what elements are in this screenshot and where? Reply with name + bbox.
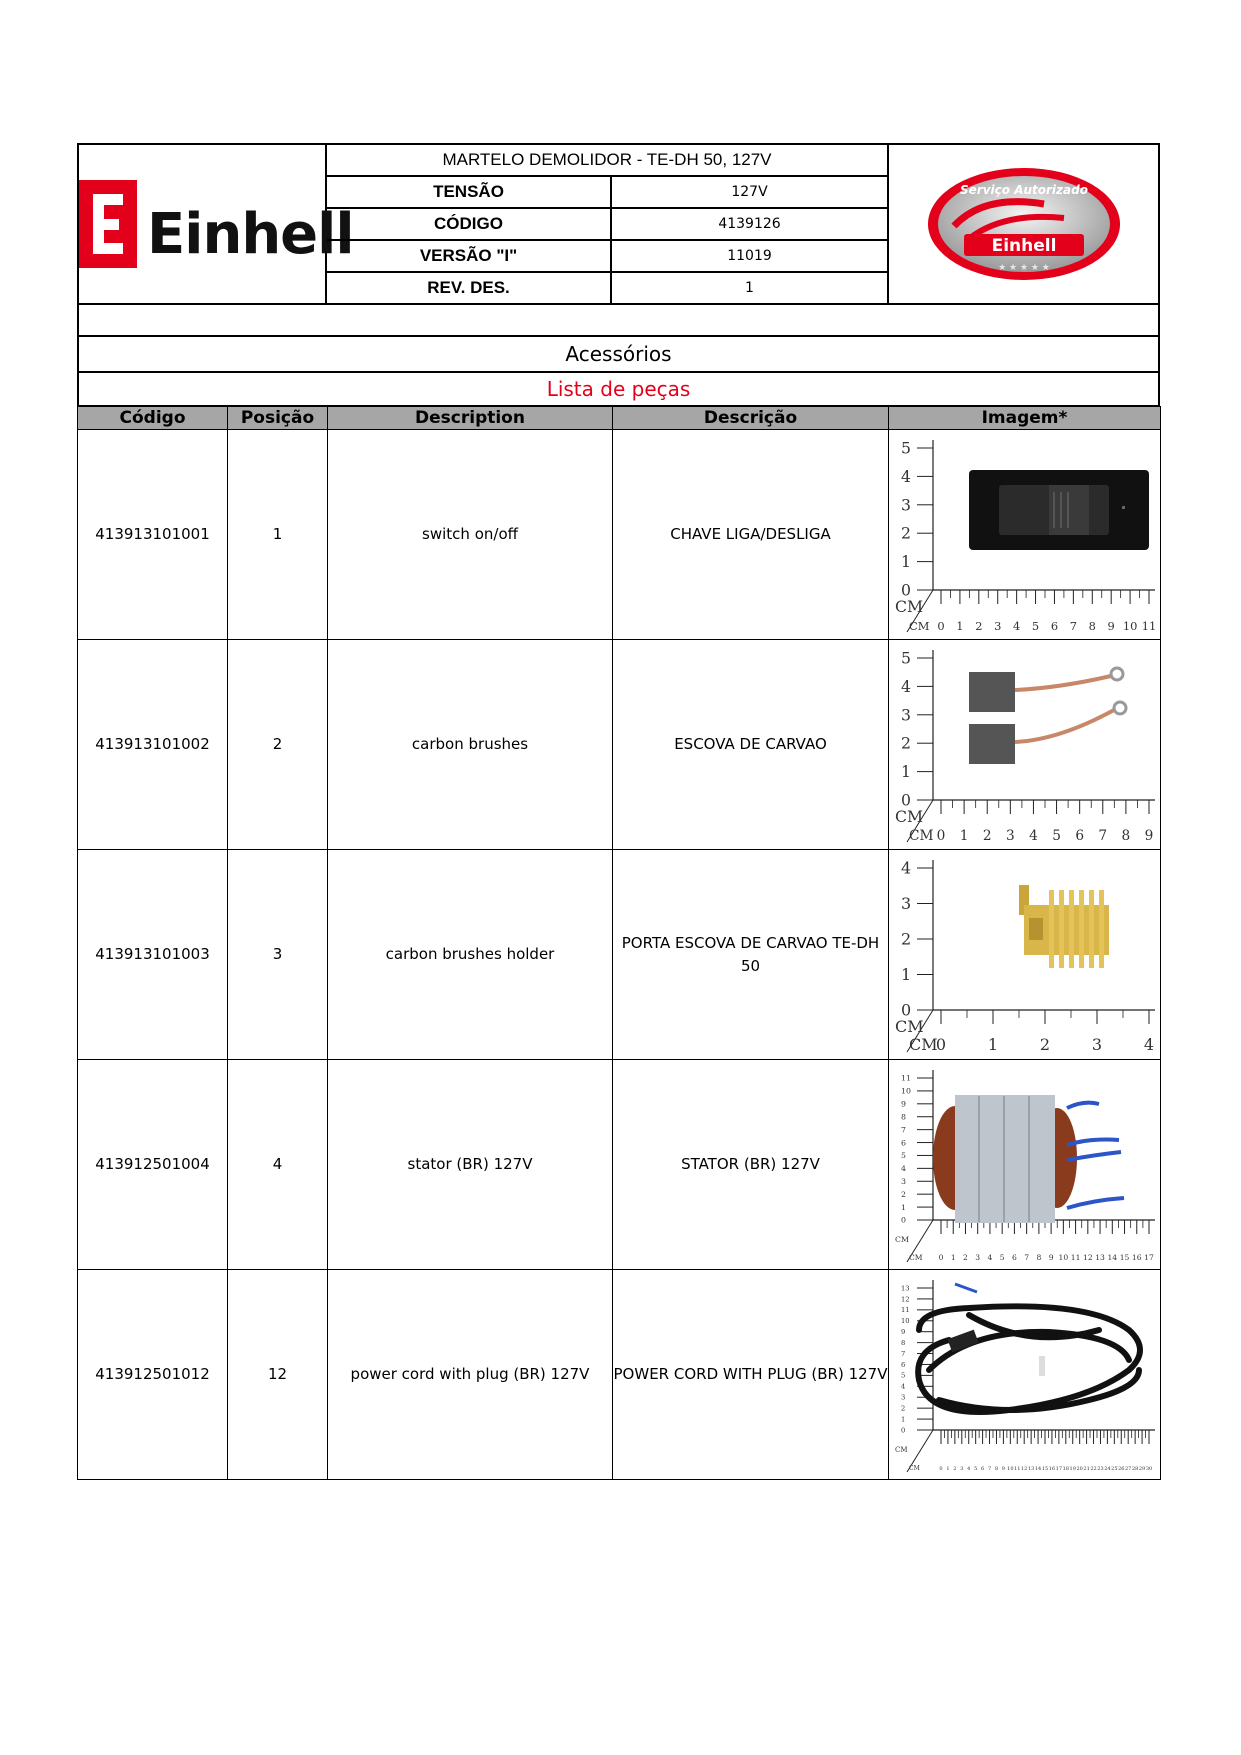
ruler-x-label: 6 — [1075, 828, 1085, 844]
ruler-x-label: 4 — [987, 1253, 993, 1262]
table-row — [78, 640, 1161, 850]
ruler-x-label: 4 — [1143, 1035, 1155, 1054]
ruler-x-label: 1 — [950, 1253, 956, 1262]
ruler-y-label: 0 — [901, 580, 911, 600]
ruler-y-label: 2 — [901, 733, 911, 753]
part-description-en: switch on/off — [328, 430, 613, 640]
column-header-description-en: Description — [328, 407, 613, 430]
ruler-x-label: 18 — [1062, 1466, 1069, 1472]
ruler-x-label: 0 — [938, 1253, 944, 1262]
ruler-x-label: 3 — [960, 1466, 964, 1472]
ruler-x-label: 8 — [1088, 619, 1096, 633]
ruler-x-label: 5 — [999, 1253, 1005, 1262]
header-info — [327, 145, 889, 303]
ruler-x-label: 5 — [1052, 828, 1061, 844]
svg-text:Einhell: Einhell — [991, 236, 1056, 256]
part-position: 4 — [228, 1060, 328, 1270]
brand-logo — [79, 145, 354, 303]
ruler-x-label: 15 — [1119, 1253, 1130, 1262]
stator-photo-icon — [889, 1060, 1161, 1269]
ruler-x-label: 28 — [1131, 1466, 1139, 1472]
table-row — [78, 430, 1161, 640]
document-header — [77, 143, 1160, 305]
ruler-x-label: 10 — [1122, 619, 1138, 633]
ruler-x-label: 8 — [1121, 828, 1131, 844]
table-header-row — [78, 407, 1161, 430]
part-description-pt: POWER CORD WITH PLUG (BR) 127V — [613, 1270, 889, 1480]
part-image-cell — [889, 1270, 1161, 1480]
part-description-pt: PORTA ESCOVA DE CARVAO TE-DH 50 — [613, 850, 889, 1060]
ruler-y-label: 3 — [901, 495, 911, 515]
ruler-y-label: 2 — [901, 1189, 906, 1199]
ruler-x-label: 0 — [937, 619, 945, 633]
ruler-y-label: 2 — [901, 1404, 906, 1413]
document-title: MARTELO DEMOLIDOR - TE-DH 50, 127V — [327, 145, 887, 177]
header-row-versao — [327, 241, 887, 273]
header-label: TENSÃO — [327, 177, 612, 207]
ruler-x-label: 16 — [1048, 1466, 1056, 1472]
ruler-y-label: 13 — [901, 1284, 910, 1293]
header-value: 1 — [745, 280, 754, 296]
ruler-y-label: 9 — [901, 1328, 906, 1337]
ruler-y-label: 0 — [901, 790, 911, 810]
ruler-x-label: 7 — [1024, 1253, 1030, 1262]
ruler-x-label: 1 — [956, 619, 964, 633]
table-row — [78, 850, 1161, 1060]
ruler-y-label: 2 — [901, 523, 911, 543]
ruler-x-label: 9 — [1048, 1253, 1054, 1262]
part-image-cell — [889, 640, 1161, 850]
ruler-x-label: 1 — [987, 1035, 999, 1054]
ruler-x-label: 17 — [1055, 1466, 1063, 1472]
ruler-x-label: 10 — [1007, 1466, 1014, 1472]
ruler-unit-label: CM — [909, 828, 934, 844]
ruler-y-label: 11 — [901, 1073, 911, 1083]
ruler-x-label: 6 — [981, 1466, 985, 1472]
part-description-pt: CHAVE LIGA/DESLIGA — [613, 430, 889, 640]
ruler-unit-label: CM — [909, 1253, 923, 1262]
service-seal-icon — [924, 164, 1124, 284]
ruler-x-label: 16 — [1131, 1253, 1142, 1262]
table-row — [78, 1270, 1161, 1480]
ruler-y-label: 1 — [901, 1202, 906, 1212]
section-title-parts-list: Lista de peças — [77, 373, 1160, 407]
ruler-x-label: 9 — [1107, 619, 1115, 633]
ruler-y-label: 5 — [901, 438, 911, 458]
ruler-y-label: 5 — [901, 1371, 906, 1380]
ruler-x-label: 4 — [967, 1466, 971, 1472]
svg-text:Einhell: Einhell — [147, 202, 354, 267]
ruler-x-label: 9 — [1144, 828, 1154, 844]
part-position: 3 — [228, 850, 328, 1060]
ruler-x-label: 7 — [1098, 828, 1108, 844]
ruler-y-label: 1 — [901, 965, 912, 985]
einhell-logo — [79, 169, 354, 279]
ruler-x-label: 19 — [1069, 1466, 1076, 1472]
ruler-y-label: 4 — [901, 676, 911, 696]
ruler-y-label: 7 — [901, 1125, 906, 1135]
ruler-y-label: 3 — [901, 894, 912, 914]
ruler-x-label: 2 — [982, 828, 992, 844]
ruler-x-label: 10 — [1058, 1253, 1069, 1262]
part-description-en: carbon brushes — [328, 640, 613, 850]
power-cord-photo-icon — [889, 1270, 1161, 1479]
ruler-unit-label: CM — [895, 1235, 910, 1244]
ruler-x-label: 5 — [974, 1466, 978, 1472]
ruler-x-label: 1 — [959, 828, 969, 844]
part-position: 2 — [228, 640, 328, 850]
ruler-x-label: 24 — [1104, 1466, 1111, 1472]
ruler-unit-label: CM — [909, 1035, 938, 1054]
ruler-x-label: 11 — [1014, 1466, 1021, 1472]
ruler-y-label: 7 — [901, 1349, 906, 1358]
ruler-unit-label: CM — [895, 807, 924, 826]
ruler-x-label: 8 — [994, 1466, 999, 1472]
spacer-row — [77, 303, 1160, 337]
ruler-x-label: 13 — [1095, 1253, 1105, 1262]
ruler-unit-label: CM — [895, 1017, 924, 1036]
ruler-y-label: 5 — [901, 648, 911, 668]
part-image-cell — [889, 430, 1161, 640]
ruler-y-label: 12 — [901, 1295, 910, 1304]
ruler-x-label: 8 — [1036, 1253, 1042, 1262]
header-row-rev — [327, 273, 887, 303]
header-row-tensao — [327, 177, 887, 209]
ruler-x-label: 29 — [1138, 1466, 1146, 1472]
ruler-y-label: 6 — [901, 1360, 906, 1369]
table-row — [78, 1060, 1161, 1270]
header-label: VERSÃO "I" — [327, 241, 612, 271]
column-header-description-pt: Descrição — [613, 407, 889, 430]
ruler-y-label: 4 — [901, 1164, 906, 1174]
ruler-x-label: 30 — [1145, 1466, 1153, 1472]
ruler-x-label: 2 — [963, 1253, 968, 1262]
ruler-x-label: 27 — [1125, 1466, 1132, 1472]
part-description-pt: STATOR (BR) 127V — [613, 1060, 889, 1270]
ruler-x-label: 7 — [987, 1466, 992, 1472]
ruler-y-label: 9 — [901, 1099, 906, 1109]
ruler-y-label: 0 — [901, 1215, 906, 1225]
header-value: 11019 — [727, 248, 772, 264]
part-description-pt: ESCOVA DE CARVAO — [613, 640, 889, 850]
ruler-unit-label: CM — [909, 1465, 920, 1472]
ruler-x-label: 14 — [1034, 1466, 1042, 1472]
svg-text:★ ★ ★ ★ ★: ★ ★ ★ ★ ★ — [997, 263, 1050, 273]
ruler-x-label: 3 — [994, 619, 1002, 633]
ruler-x-label: 1 — [946, 1466, 950, 1472]
ruler-y-label: 2 — [901, 929, 912, 949]
ruler-y-label: 4 — [901, 1382, 906, 1391]
header-row-codigo — [327, 209, 887, 241]
ruler-y-label: 4 — [901, 466, 911, 486]
ruler-x-label: 3 — [1091, 1035, 1103, 1054]
ruler-y-label: 4 — [901, 858, 912, 878]
carbon-brushes-photo-icon — [889, 640, 1161, 849]
ruler-y-label: 1 — [901, 762, 911, 782]
ruler-x-label: 4 — [1013, 619, 1021, 633]
part-image-cell — [889, 1060, 1161, 1270]
ruler-unit-label: CM — [895, 597, 924, 616]
svg-text:Serviço Autorizado: Serviço Autorizado — [959, 183, 1088, 197]
ruler-y-label: 6 — [901, 1138, 906, 1148]
ruler-x-label: 3 — [975, 1253, 981, 1262]
ruler-x-label: 3 — [1005, 828, 1015, 844]
part-description-en: power cord with plug (BR) 127V — [328, 1270, 613, 1480]
part-description-en: carbon brushes holder — [328, 850, 613, 1060]
part-code: 413913101003 — [78, 850, 228, 1060]
column-header-code: Código — [78, 407, 228, 430]
ruler-x-label: 7 — [1069, 619, 1077, 633]
ruler-x-label: 15 — [1041, 1466, 1049, 1472]
ruler-x-label: 25 — [1111, 1466, 1118, 1472]
ruler-x-label: 26 — [1118, 1466, 1125, 1472]
ruler-x-label: 13 — [1027, 1466, 1035, 1472]
ruler-y-label: 10 — [901, 1317, 910, 1326]
ruler-x-label: 22 — [1090, 1466, 1097, 1472]
ruler-y-label: 10 — [901, 1086, 911, 1096]
header-label: CÓDIGO — [327, 209, 612, 239]
switch-photo-icon — [889, 430, 1161, 639]
ruler-x-label: 6 — [1050, 619, 1059, 633]
ruler-y-label: 1 — [901, 552, 911, 572]
section-title-accessories: Acessórios — [77, 337, 1160, 373]
ruler-x-label: 5 — [1031, 619, 1040, 633]
ruler-x-label: 0 — [939, 1466, 943, 1472]
part-code: 413912501004 — [78, 1060, 228, 1270]
header-value: 127V — [731, 184, 768, 200]
brush-holder-photo-icon — [889, 850, 1161, 1059]
ruler-x-label: 21 — [1083, 1466, 1090, 1472]
ruler-y-label: 11 — [901, 1306, 910, 1315]
ruler-x-label: 0 — [936, 828, 946, 844]
ruler-x-label: 4 — [1029, 828, 1038, 844]
parts-table — [77, 406, 1161, 1480]
ruler-unit-label: CM — [909, 619, 930, 633]
ruler-unit-label: CM — [895, 1446, 908, 1454]
header-label: REV. DES. — [327, 273, 612, 303]
ruler-y-label: 8 — [901, 1112, 906, 1122]
authorized-service-seal — [889, 145, 1158, 303]
ruler-y-label: 0 — [901, 1426, 906, 1435]
ruler-x-label: 14 — [1107, 1253, 1118, 1262]
part-code: 413913101001 — [78, 430, 228, 640]
ruler-x-label: 20 — [1076, 1466, 1083, 1472]
ruler-y-label: 3 — [901, 705, 911, 725]
part-position: 12 — [228, 1270, 328, 1480]
ruler-y-label: 3 — [901, 1393, 906, 1402]
part-position: 1 — [228, 430, 328, 640]
part-image-cell — [889, 850, 1161, 1060]
ruler-x-label: 6 — [1011, 1253, 1017, 1262]
part-description-en: stator (BR) 127V — [328, 1060, 613, 1270]
ruler-x-label: 11 — [1070, 1253, 1081, 1262]
ruler-x-label: 2 — [1039, 1035, 1051, 1054]
ruler-x-label: 2 — [975, 619, 983, 633]
column-header-position: Posição — [228, 407, 328, 430]
ruler-y-label: 0 — [901, 1000, 912, 1020]
ruler-y-label: 1 — [901, 1415, 906, 1424]
ruler-x-label: 23 — [1097, 1466, 1104, 1472]
ruler-y-label: 3 — [901, 1177, 906, 1187]
ruler-y-label: 5 — [901, 1151, 906, 1161]
column-header-image: Imagem* — [889, 407, 1161, 430]
part-code: 413912501012 — [78, 1270, 228, 1480]
ruler-x-label: 12 — [1082, 1253, 1093, 1262]
ruler-y-label: 8 — [901, 1338, 906, 1347]
part-code: 413913101002 — [78, 640, 228, 850]
ruler-x-label: 17 — [1144, 1253, 1154, 1262]
ruler-x-label: 0 — [935, 1035, 947, 1054]
ruler-x-label: 11 — [1141, 619, 1157, 633]
ruler-x-label: 2 — [953, 1466, 957, 1472]
ruler-x-label: 12 — [1021, 1466, 1028, 1472]
ruler-x-label: 9 — [1001, 1466, 1005, 1472]
header-value: 4139126 — [718, 216, 781, 232]
